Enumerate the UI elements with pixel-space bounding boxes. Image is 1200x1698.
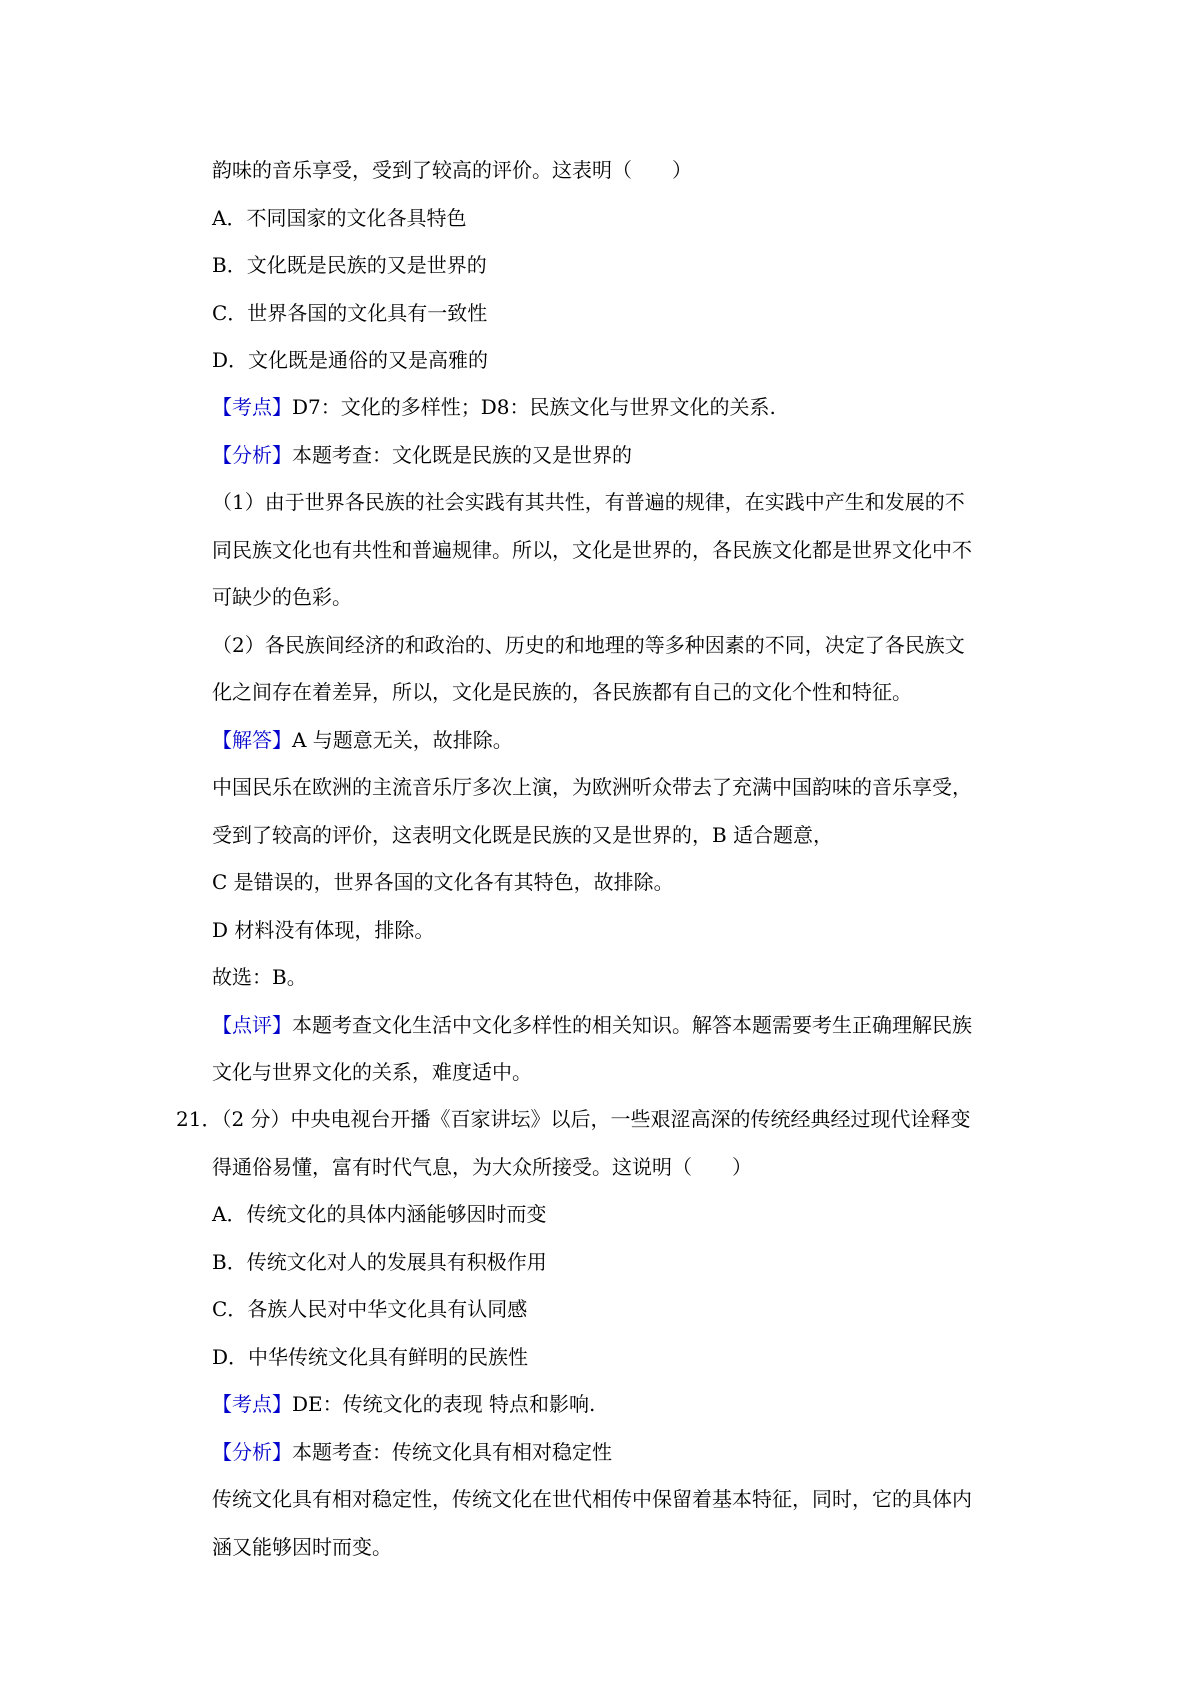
fenxi-text: 本题考查：传统文化具有相对稳定性 (292, 1440, 612, 1464)
q21-option-c: C．各族人民对中华文化具有认同感 (212, 1297, 528, 1321)
jieda-tag: 【解答】 (212, 728, 292, 752)
kaodian-text: DE：传统文化的表现 特点和影响. (292, 1392, 596, 1416)
jieda-text: A 与题意无关，故排除。 (292, 728, 513, 752)
q21-kaodian (212, 1391, 595, 1417)
q21-analysis-line: 传统文化具有相对稳定性，传统文化在世代相传中保留着基本特征，同时，它的具体内 (212, 1487, 972, 1511)
q21-option-b: B．传统文化对人的发展具有积极作用 (212, 1250, 547, 1274)
q20-option-c: C．世界各国的文化具有一致性 (212, 301, 488, 325)
q20-kaodian (212, 394, 776, 420)
q20-answer-line: 故选：B。 (212, 965, 307, 989)
q21-stem-line1 (176, 1106, 971, 1132)
q21-fenxi (212, 1439, 612, 1465)
dianping-text: 本题考查文化生活中文化多样性的相关知识。解答本题需要考生正确理解民族 (292, 1013, 972, 1037)
q20-stem-tail: 韵味的音乐享受，受到了较高的评价。这表明（ ） (212, 158, 692, 182)
q20-answer-line: 中国民乐在欧洲的主流音乐厅多次上演，为欧洲听众带去了充满中国韵味的音乐享受， (212, 775, 972, 799)
q20-analysis-line: （1）由于世界各民族的社会实践有其共性，有普遍的规律，在实践中产生和发展的不 (212, 490, 965, 514)
q20-jieda (212, 727, 513, 753)
q20-analysis-line: 化之间存在着差异，所以，文化是民族的，各民族都有自己的文化个性和特征。 (212, 680, 912, 704)
dianping-tag: 【点评】 (212, 1013, 292, 1037)
q21-stem-line2: 得通俗易懂，富有时代气息，为大众所接受。这说明（ ） (212, 1155, 752, 1179)
q20-option-d: D．文化既是通俗的又是高雅的 (212, 348, 489, 372)
fenxi-tag: 【分析】 (212, 1440, 292, 1464)
q21-analysis-line: 涵又能够因时而变。 (212, 1535, 392, 1559)
q20-answer-line: 受到了较高的评价，这表明文化既是民族的又是世界的，B 适合题意， (212, 823, 834, 847)
q21-option-a: A．传统文化的具体内涵能够因时而变 (212, 1202, 547, 1226)
q20-analysis-line: 同民族文化也有共性和普遍规律。所以，文化是世界的，各民族文化都是世界文化中不 (212, 538, 972, 562)
kaodian-tag: 【考点】 (212, 1392, 292, 1416)
fenxi-tag: 【分析】 (212, 443, 292, 467)
q20-answer-line: C 是错误的，世界各国的文化各有其特色，故排除。 (212, 870, 674, 894)
q20-option-a: A．不同国家的文化各具特色 (212, 206, 467, 230)
q21-option-d: D．中华传统文化具有鲜明的民族性 (212, 1345, 529, 1369)
q21-number: 21． (176, 1107, 222, 1131)
q20-analysis-line: 可缺少的色彩。 (212, 585, 352, 609)
q20-option-b: B．文化既是民族的又是世界的 (212, 253, 487, 277)
kaodian-tag: 【考点】 (212, 395, 292, 419)
q20-analysis-line: （2）各民族间经济的和政治的、历史的和地理的等多种因素的不同，决定了各民族文 (212, 633, 965, 657)
q21-stem-text: （2 分）中央电视台开播《百家讲坛》以后，一些艰涩高深的传统经典经过现代诠释变 (221, 1107, 971, 1131)
q20-fenxi (212, 442, 632, 468)
kaodian-text: D7：文化的多样性；D8：民族文化与世界文化的关系. (292, 395, 776, 419)
q20-answer-line: D 材料没有体现，排除。 (212, 918, 435, 942)
q20-dianping-cont: 文化与世界文化的关系，难度适中。 (212, 1060, 532, 1084)
q20-dianping (212, 1012, 972, 1038)
fenxi-text: 本题考查：文化既是民族的又是世界的 (292, 443, 632, 467)
